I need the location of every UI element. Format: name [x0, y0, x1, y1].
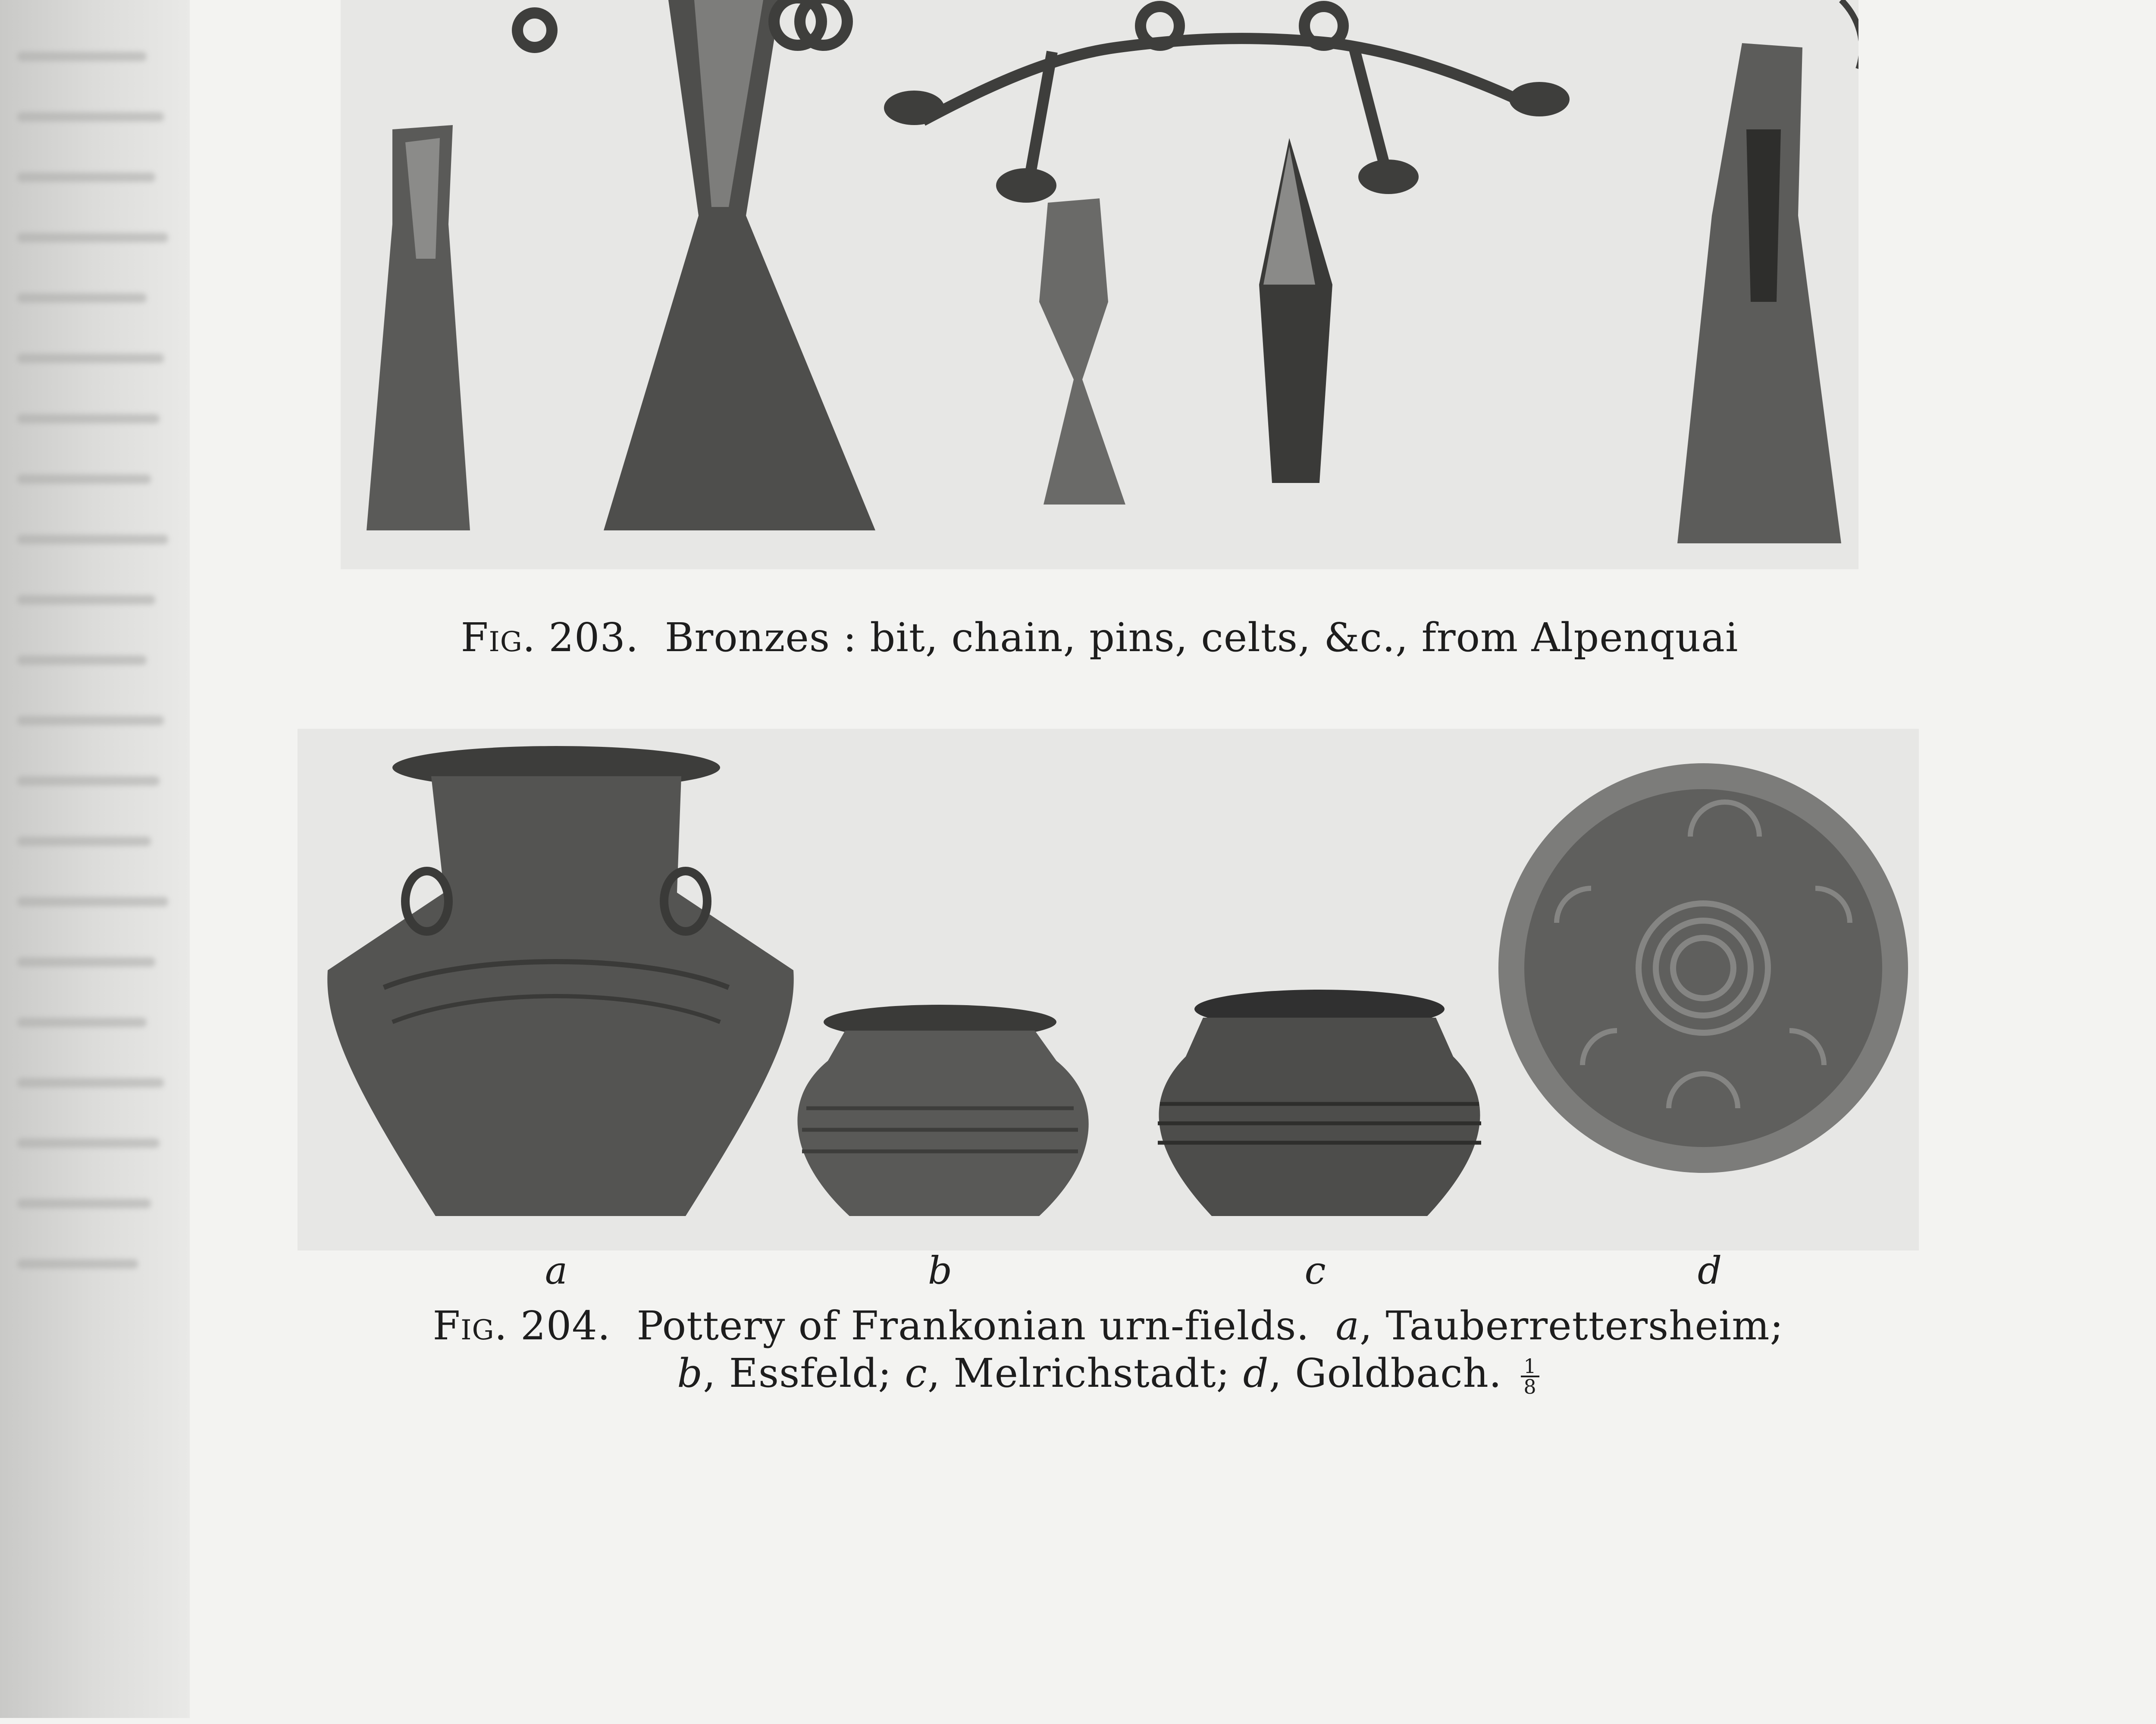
scale-fraction [1521, 1354, 1539, 1399]
vessel-a-letter: a [545, 1248, 568, 1293]
vessel-d-letter: d [1697, 1248, 1722, 1293]
figure-204-caption-title: Pottery of Frankonian urn-fields. [636, 1303, 1310, 1349]
figure-203-label: Fig. 203. [461, 614, 639, 661]
figure-203-caption [341, 614, 1858, 661]
figure-204-photo [298, 729, 1919, 1251]
caption-place-b: Essfeld [729, 1350, 878, 1396]
figure-203-caption-text: Bronzes : bit, chain, pins, celts, &c., from Alpenquai [664, 614, 1739, 661]
scale-denominator: 8 [1523, 1375, 1537, 1399]
figure-204-caption-line-2: b, Essfeld; c, Melrichstadt; d, Goldbach. $\frac{1}{8}$ [298, 1350, 1919, 1397]
caption-place-a: Tauberrettersheim [1385, 1303, 1770, 1349]
vessel-c-letter: c [1304, 1248, 1326, 1293]
caption-letter-c: c [905, 1350, 928, 1396]
caption-letter-a: a [1335, 1303, 1360, 1349]
scale-numerator: 1 [1521, 1357, 1539, 1377]
caption-letter-d: d [1243, 1350, 1269, 1396]
figure-204-caption-line-1: Fig. 204. Pottery of Frankonian urn-fields. a, Tauberrettersheim; [432, 1303, 1784, 1349]
caption-place-c: Melrichstadt [953, 1350, 1216, 1396]
vessel-b-letter: b [928, 1248, 953, 1293]
caption-place-d: Goldbach [1295, 1350, 1489, 1396]
accession-number-stamp [2, 539, 41, 1380]
vessel-d [1498, 763, 1908, 1173]
caption-letter-b: b [677, 1350, 703, 1396]
figure-204-label: Fig. 204. [432, 1303, 611, 1349]
figure-203-photo [341, 0, 1858, 569]
vessel-c [1158, 990, 1481, 1216]
figure-204-caption [298, 1302, 1919, 1397]
